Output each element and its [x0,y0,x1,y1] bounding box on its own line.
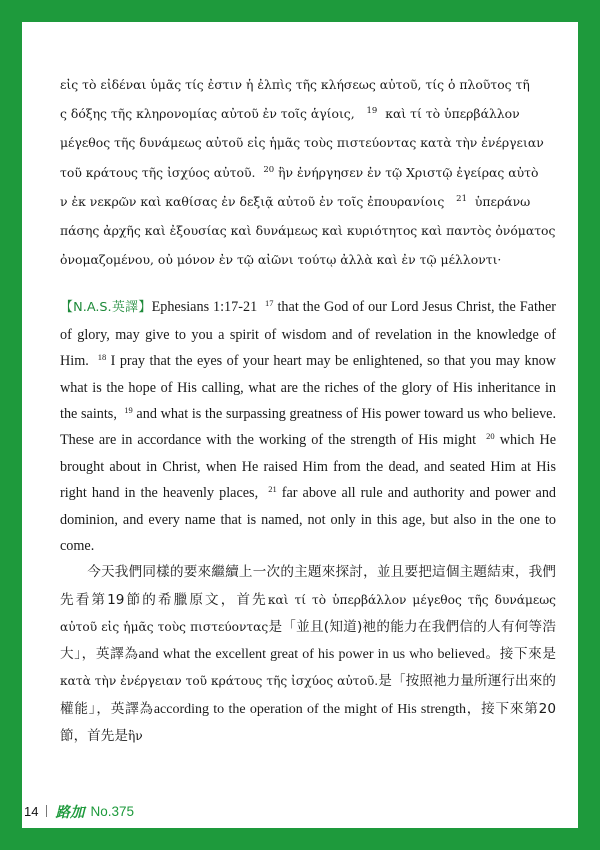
greek-line: εἰς τὸ εἰδέναι ὑμᾶς τίς ἐστιν ἡ ἐλπὶς τῆς κλήσεως αὐτοῦ, τίς ὁ πλοῦτος τῆ [60,77,530,92]
greek-quote: κατὰ τὴν ἐνέργειαν τοῦ κράτους τῆς ἰσχύος αὐτοῦ. [60,674,379,689]
verse-number: 21 [456,193,467,204]
page-number: 14 [24,803,39,819]
greek-line: πάσης ἀρχῆς καὶ ἐξουσίας καὶ δυνάμεως καὶ κυριότητος καὶ παντὸς ὀνόματος [60,223,556,239]
chinese-commentary: 今天我們同樣的要來繼續上一次的主題來探討，並且要把這個主題結束，我們先看第19節的希臘原文，首先καὶ τί τὸ ὑπερβάλλον μέγεθος τῆς δυνάμεως αὐτοῦ εἰς ἡμᾶς τοὺς πιστεύοντας是「並且(知道)祂的能力在我們信的人有何等浩大」，英譯為and what the excellent great of his power in us who believed。接下來是κατὰ τὴν ἐνέργειαν τοῦ κράτους τῆς ἰσχύος αὐτοῦ.是「按照祂力量所運行出來的權能」，英譯為according to the operation of the might of His strength，接下來第20節，首先是ἣν [60,564,557,744]
verse-number: 19 [366,106,378,117]
greek-quote: ἣν [127,728,143,743]
issue-number: No.375 [90,803,135,819]
scripture-reference: Ephesians 1:17-21 [151,299,258,316]
page [22,22,578,828]
verse-number: 20 [263,164,275,175]
verse-number: 19 [124,405,133,416]
greek-passage [60,70,556,274]
page-footer [24,801,134,821]
greek-line: ὀνομαζομένου, οὐ μόνον ἐν τῷ αἰῶνι τούτῳ ἀλλὰ καὶ ἐν τῷ μέλλοντι· [60,252,502,268]
greek-line: τοῦ κράτους τῆς ἰσχύος αὐτοῦ. $^{20}$ ἣν ἐνήργησεν ἐν τῷ Χριστῷ ἐγείρας αὐτὸ [60,164,539,180]
greek-line: μέγεθος τῆς δυνάμεως αὐτοῦ εἰς ἡμᾶς τοὺς πιστεύοντας κατὰ τὴν ἐνέργειαν [60,135,544,151]
verse-number: 18 [97,352,107,363]
verse-number: 21 [268,484,277,495]
magazine-logo: 路加 [55,804,85,821]
translation-tag: 【N.A.S.英譯】 [60,300,152,316]
footer-divider [46,805,47,817]
verse-number: 20 [486,431,495,442]
english-translation: 【N.A.S.英譯】Ephesians 1:17-21 $^{17}$ that the God of our Lord Jesus Christ, the Father of glory, may give to you a spirit of wisdom and of revelation in the knowledge of Him. $^{18}$ I pray that the eyes of your heart may be enlightened, so that you may know what is the hope of His calling, what are the riches of the glory of His inheritance in the saints, $^{19}$ and what is the surpassing greatness of His power toward us who believe. These are in accordance with the working of the strength of His might $^{20}$ which He brought about in Christ, when He raised Him from the dead, and seated Him at His right hand in the heavenly places, $^{21}$ far above all rule and authority and power and dominion, and every name that is named, not only in this age, but also in the one to come. [60,298,557,555]
english-quote: and what the excellent great of his power in us who believed [138,647,485,663]
verse-number: 17 [265,298,274,309]
greek-line: ς δόξης τῆς κληρονομίας αὐτοῦ ἐν τοῖς ἁγίοις, $^{19}$ καὶ τί τὸ ὑπερβάλλον [60,106,520,122]
english-quote: according to the operation of the might of His strength [153,701,467,717]
greek-line: ν ἐκ νεκρῶν καὶ καθίσας ἐν δεξιᾷ αὐτοῦ ἐν τοῖς ἐπουρανίοις $^{21}$ ὑπεράνω [60,193,531,209]
greek-quote: καὶ τί τὸ ὑπερβάλλον μέγεθος τῆς δυνάμεως αὐτοῦ εἰς ἡμᾶς τοὺς πιστεύοντας [60,592,556,634]
article-body [60,70,556,750]
